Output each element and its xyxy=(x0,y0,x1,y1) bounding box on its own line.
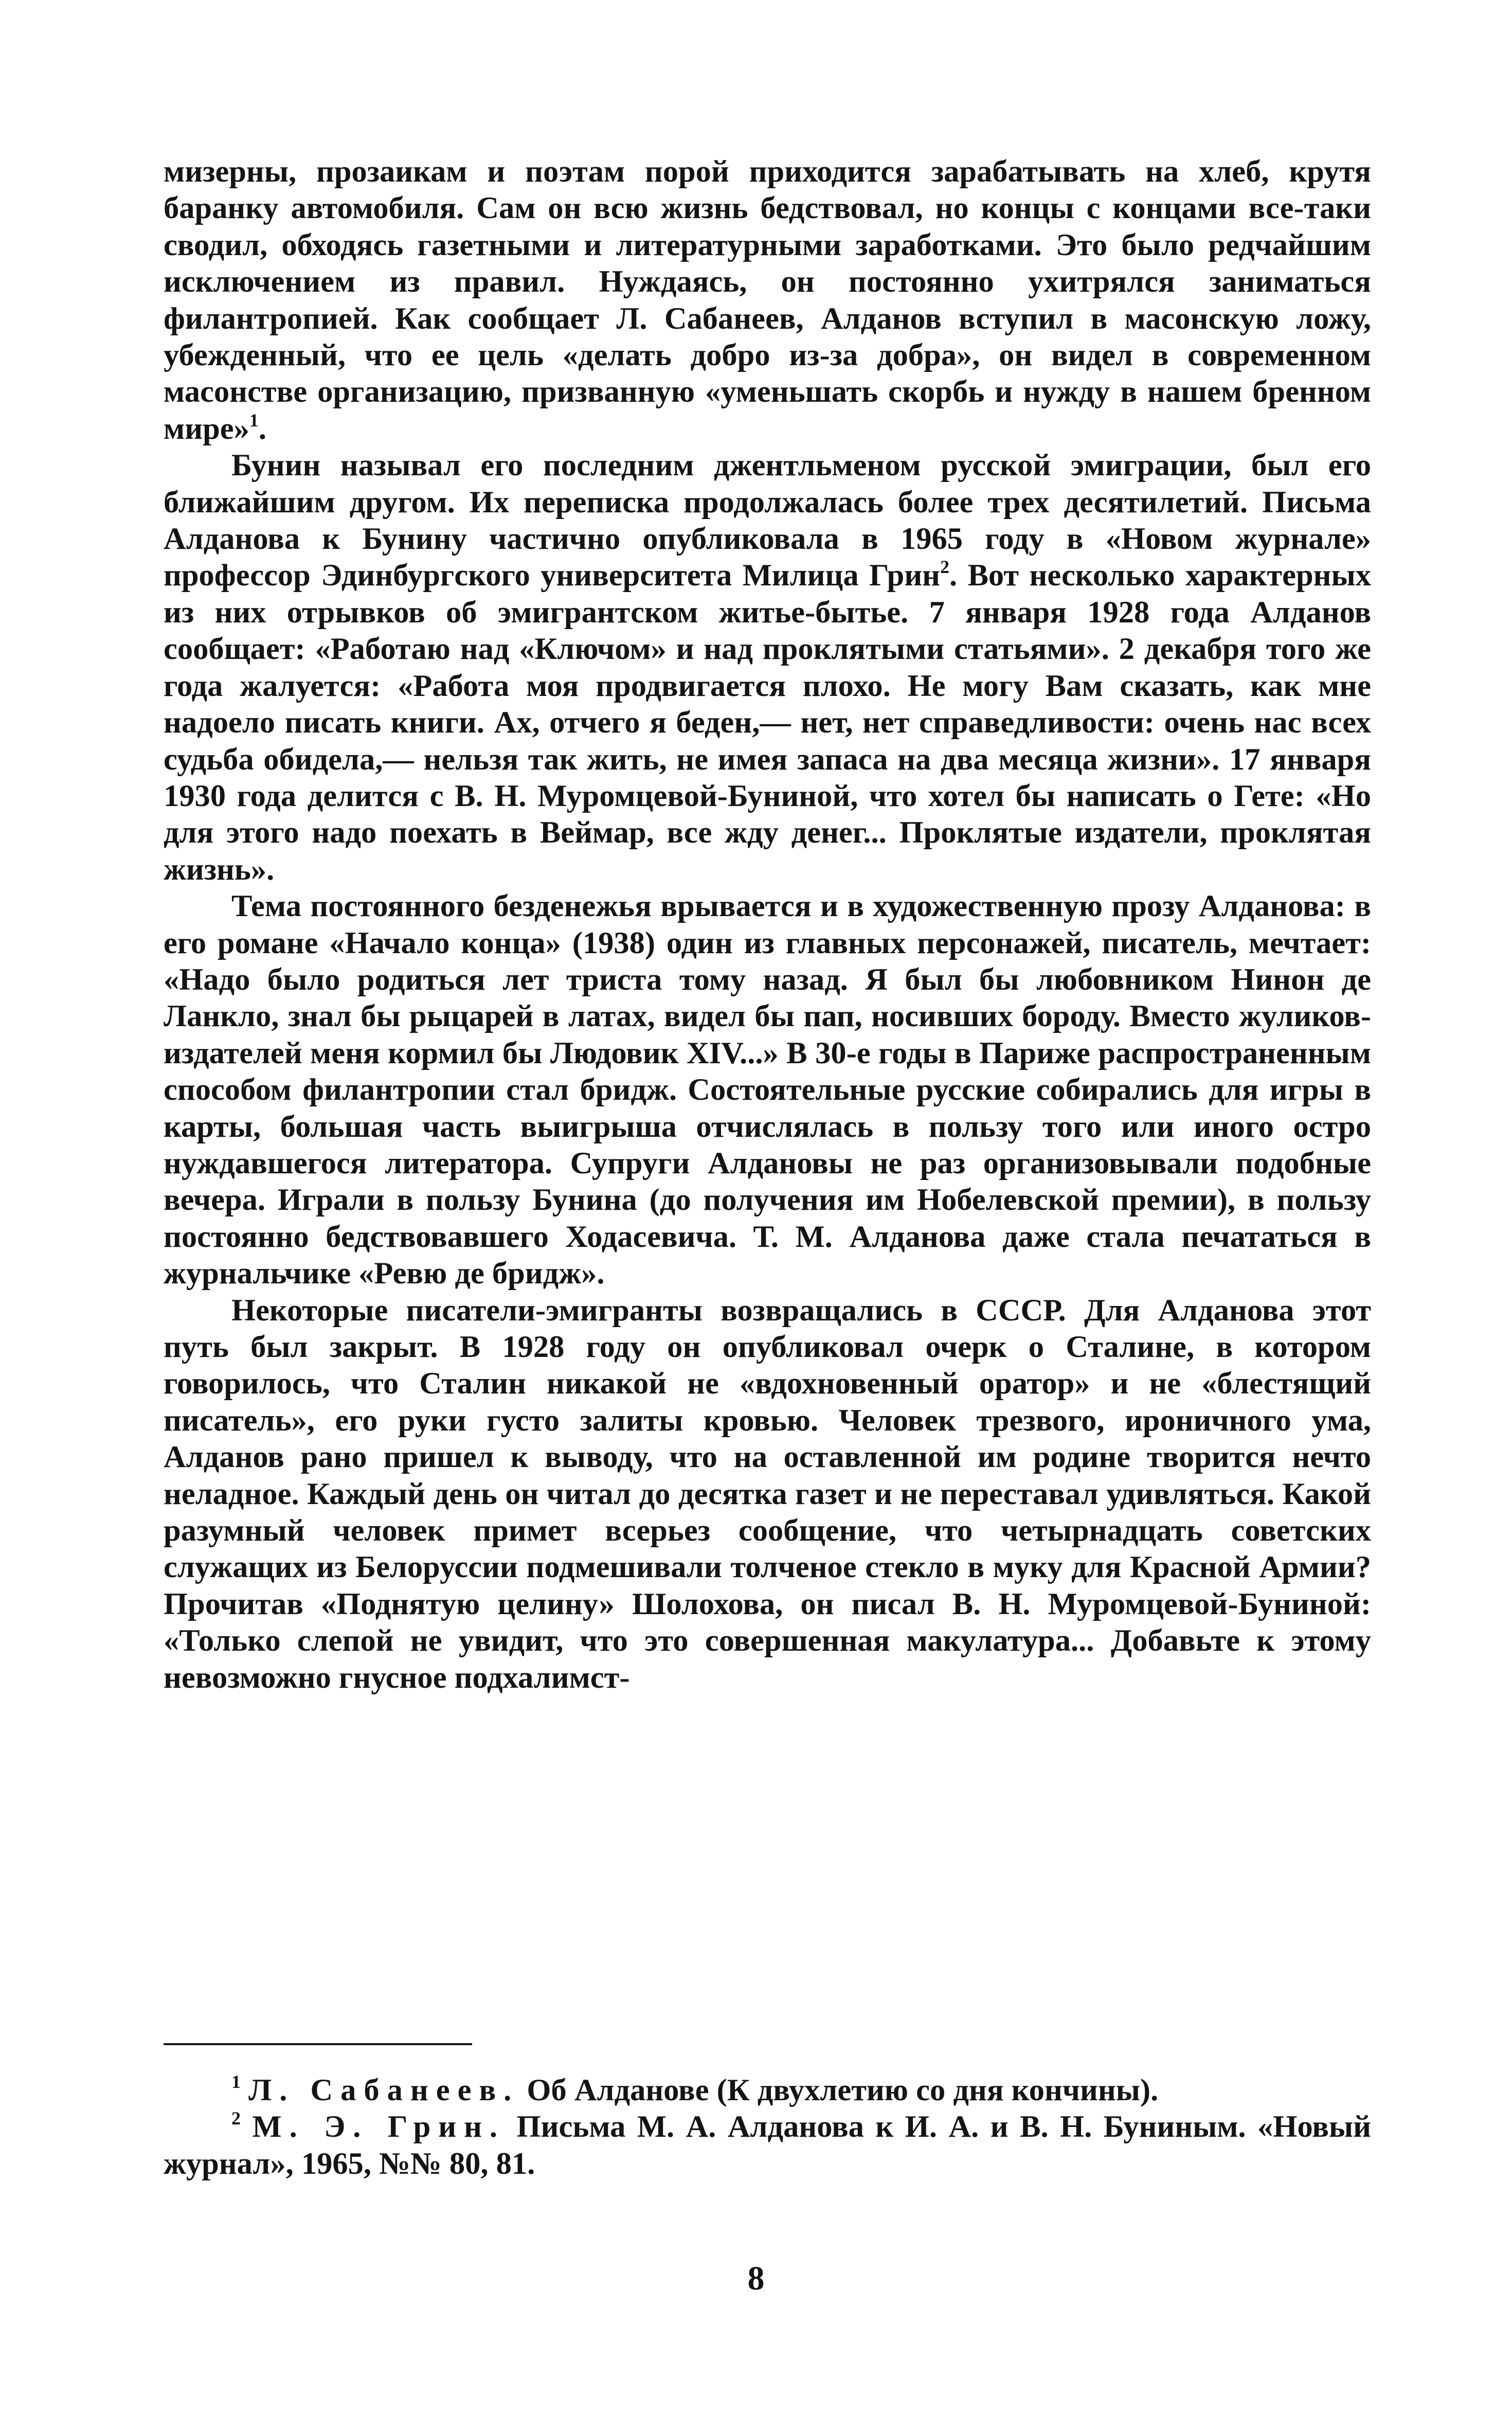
footnote-ref-1: 1 xyxy=(249,409,259,431)
paragraph-2-text-b: . Вот несколько характерных из них отрывков об эмигрантском житье-бытье. 7 января 1928 года Алданов сообщает: «Работаю над «Ключом» и над проклятыми статьями». 2 декабря того же года жалуется: «Работа моя продвигается плохо. Не могу Вам сказать, как мне надоело писать книги. Ах, отчего я беден,— нет, нет справедливости: очень нас всех судьба обидела,— нельзя так жить, не имея запаса на два месяца жизни». 17 января 1930 года делится с В. Н. Муромцевой-Буниной, что хотел бы написать о Гете: «Но для этого надо поехать в Веймар, все жду денег... Проклятые издатели, проклятая жизнь». xyxy=(164,558,1371,887)
body-text xyxy=(164,153,1371,1696)
footnote-1-number: 1 xyxy=(231,2071,241,2092)
footnote-ref-2: 2 xyxy=(940,557,950,578)
footnote-1-text: Об Алданове (К двухлетию со дня кончины). xyxy=(519,2073,1159,2107)
page-number: 8 xyxy=(747,2260,765,2297)
footnote-1 xyxy=(164,2072,1371,2108)
footnote-2-number: 2 xyxy=(231,2108,241,2129)
paragraph-4: Некоторые писатели-эмигранты возвращались в СССР. Для Алданова этот путь был закрыт. В 1928 году он опубликовал очерк о Сталине, в котором говорилось, что Сталин никакой не «вдохновенный оратор» и не «блестящий писатель», его руки густо залиты кровью. Человек трезвого, ироничного ума, Алданов рано пришел к выводу, что на оставленной им родине творится нечто неладное. Каждый день он читал до десятка газет и не переставал удивляться. Какой разумный человек примет всерьез сообщение, что четырнадцать советских служащих из Белоруссии подмешивали толченое стекло в муку для Красной Армии? Прочитав «Поднятую целину» Шолохова, он писал В. Н. Муромцевой-Буниной: «Только слепой не увидит, что это совершенная макулатура... Добавьте к этому невозможно гнусное подхалимст- xyxy=(164,1293,1371,1695)
paragraph-1-text: мизерны, прозаикам и поэтам порой приходится зарабатывать на хлеб, крутя баранку автомобиля. Сам он всю жизнь бедствовал, но концы с концами все-таки сводил, обходясь газетными и литературными заработками. Это было редчайшим исключением из правил. Нуждаясь, он постоянно ухитрялся заниматься филантропией. Как сообщает Л. Сабанеев, Алданов вступил в масонскую ложу, убежденный, что ее цель «делать добро из-за добра», он видел в современном масонстве организацию, призванную «уменьшать скорбь и нужду в нашем бренном мире» xyxy=(164,154,1371,446)
footnote-2 xyxy=(164,2108,1371,2182)
paragraph-3: Тема постоянного безденежья врывается и в художественную прозу Алданова: в его романе «Начало конца» (1938) один из главных персонажей, писатель, мечтает: «Надо было родиться лет триста тому назад. Я был бы любовником Нинон де Ланкло, знал бы рыцарей в латах, видел бы пап, носивших бороду. Вместо жуликов-издателей меня кормил бы Людовик XIV...» В 30-е годы в Париже распространенным способом филантропии стал бридж. Состоятельные русские собирались для игры в карты, большая часть выигрыша отчислялась в пользу того или иного остро нуждавшегося литератора. Супруги Алдановы не раз организовывали подобные вечера. Играли в пользу Бунина (до получения им Нобелевской премии), в пользу постоянно бедствовавшего Ходасевича. Т. М. Алданова даже стала печататься в журнальчике «Ревю де бридж». xyxy=(164,889,1371,1291)
paragraph-2-text-a: Бунин называл его последним джентльменом русской эмиграции, был его ближайшим другом. Их переписка продолжалась более трех десятилетий. Письма Алданова к Бунину частично опубликовала в 1965 году в «Новом журнале» профессор Эдинбургского университета Милица Грин xyxy=(164,448,1371,593)
footnote-2-text: Письма М. А. Алданова к И. А. и В. Н. Буниным. «Новый журнал», 1965, №№ 80, 81. xyxy=(164,2109,1372,2181)
paragraph-1 xyxy=(164,153,1371,447)
paragraph-1-end: . xyxy=(258,411,266,446)
paragraph-2 xyxy=(164,447,1371,888)
footnote-2-author: М. Э. Грин. xyxy=(252,2109,506,2144)
footnote-divider xyxy=(164,2043,472,2045)
footnote-1-author: Л. Сабанеев. xyxy=(248,2073,519,2107)
footnotes xyxy=(164,2072,1371,2182)
